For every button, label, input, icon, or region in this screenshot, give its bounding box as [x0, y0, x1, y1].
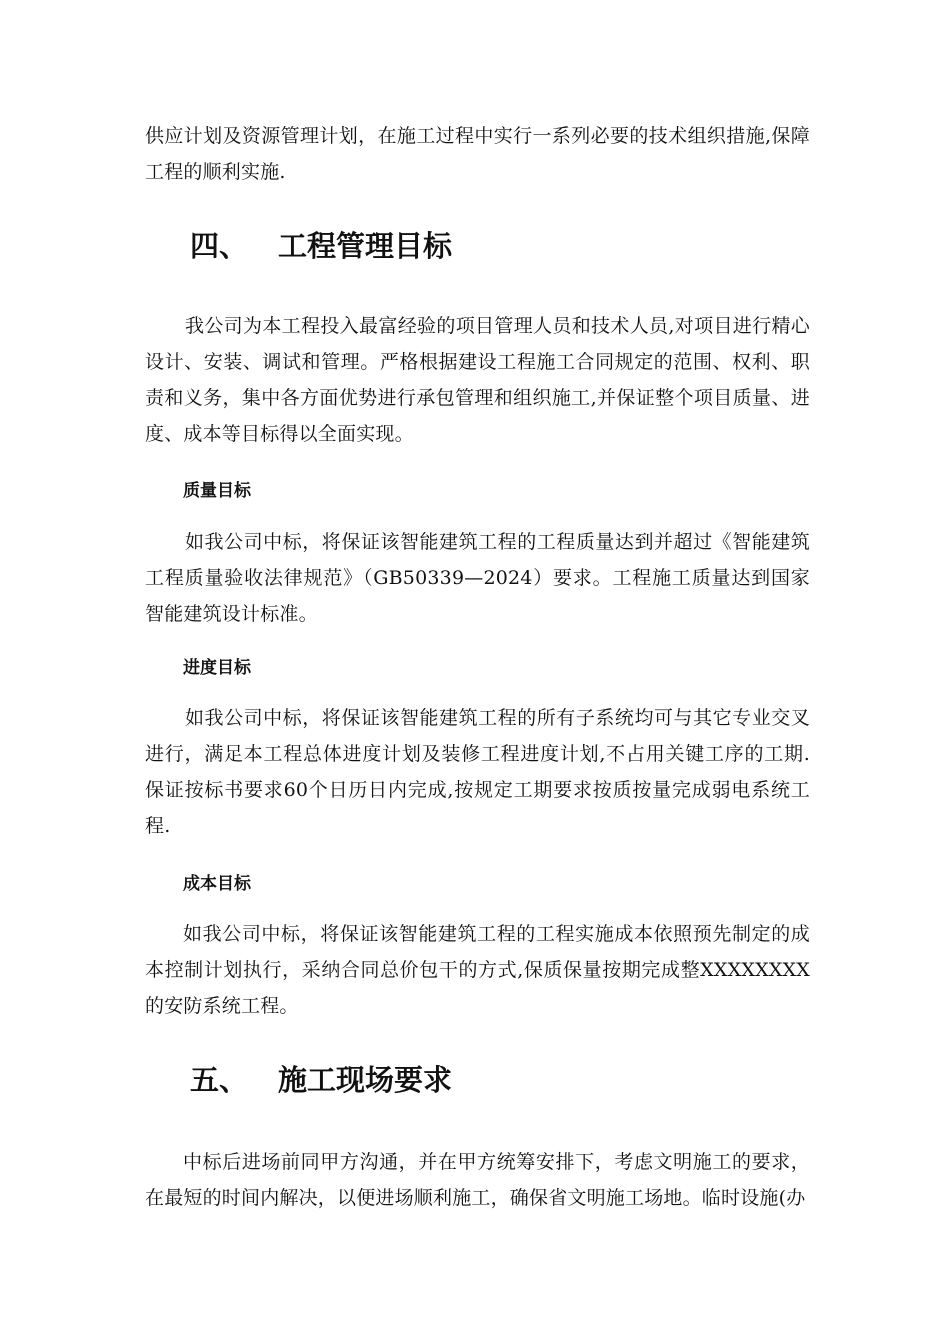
section-5-paragraph: 中标后进场前同甲方沟通，并在甲方统筹安排下，考虑文明施工的要求，在最短的时间内解决，以便进场顺利施工，确保省文明施工场地。临时设施(办 [145, 1151, 810, 1209]
cost-goal-heading: 成本目标 [183, 874, 251, 894]
intro-paragraph: 供应计划及资源管理计划，在施工过程中实行一系列必要的技术组织措施,保障工程的顺利实施. [145, 125, 810, 183]
section-4-title: 工程管理目标 [278, 229, 453, 263]
section-5-number: 五、 [190, 1063, 249, 1097]
cost-goal-paragraph: 如我公司中标，将保证该智能建筑工程的工程实施成本依照预先制定的成本控制计划执行，采纳合同总价包干的方式,保质保量按期完成整XXXXXXXX的安防系统工程。 [145, 923, 810, 1017]
section-5-title: 施工现场要求 [278, 1063, 453, 1097]
quality-goal-heading: 质量目标 [183, 481, 251, 501]
section-4-number: 四、 [190, 229, 249, 263]
schedule-goal-paragraph: 如我公司中标，将保证该智能建筑工程的所有子系统均可与其它专业交叉进行，满足本工程总体进度计划及装修工程进度计划,不占用关键工序的工期.保证按标书要求60个日历日内完成,按规定工期要求按质按量完成弱电系统工程. [145, 707, 810, 837]
section-4-paragraph: 我公司为本工程投入最富经验的项目管理人员和技术人员,对项目进行精心设计、安装、调试和管理。严格根据建设工程施工合同规定的范围、权利、职责和义务，集中各方面优势进行承包管理和组织施工,并保证整个项目质量、进度、成本等目标得以全面实现。 [145, 315, 810, 445]
quality-goal-paragraph: 如我公司中标，将保证该智能建筑工程的工程质量达到并超过《智能建筑工程质量验收法律规范》（GB50339—2024）要求。工程施工质量达到国家智能建筑设计标准。 [145, 531, 810, 625]
section-4-heading [190, 226, 452, 266]
section-5-heading [190, 1060, 452, 1100]
schedule-goal-heading: 进度目标 [183, 658, 251, 678]
